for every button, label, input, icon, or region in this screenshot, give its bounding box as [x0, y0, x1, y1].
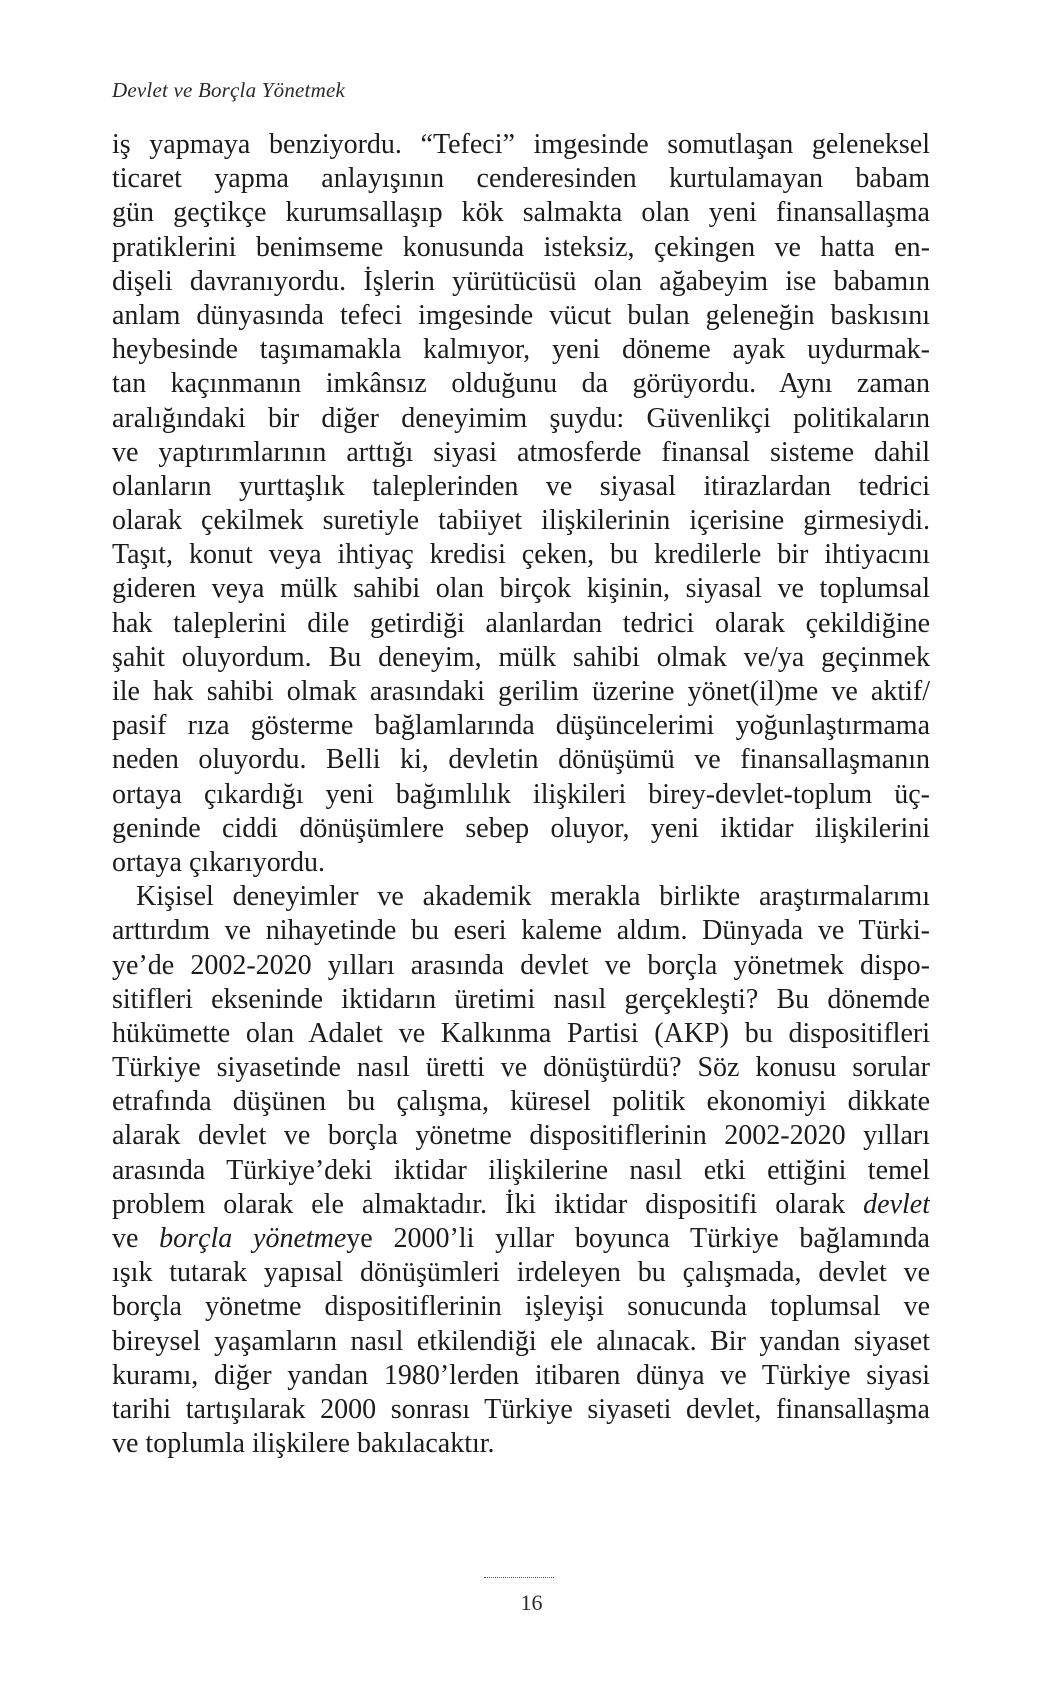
text-line: pasif rıza gösterme bağlamlarında düşüncelerimi yoğunlaştırmama — [112, 710, 930, 742]
text-line: kuramı, diğer yandan 1980’lerden itibaren dünya ve Türkiye siyasi — [112, 1359, 930, 1391]
text-line: geninde ciddi dönüşümlere sebep oluyor, yeni iktidar ilişkilerini — [112, 812, 930, 844]
text-line: pratiklerini benimseme konusunda isteksiz, çekingen ve hatta en- — [112, 231, 930, 263]
text-line: Türkiye siyasetinde nasıl üretti ve dönüştürdü? Söz konusu sorular — [112, 1052, 930, 1084]
text-line: neden oluyordu. Belli ki, devletin dönüşümü ve finansallaşmanın — [112, 744, 930, 776]
text-line: anlam dünyasında tefeci imgesinde vücut bulan geleneğin baskısını — [112, 299, 930, 331]
paragraph-end-line: ortaya çıkarıyordu. — [112, 846, 326, 878]
text-line: şahit oluyordum. Bu deneyim, mülk sahibi olmak ve/ya geçinmek — [112, 641, 930, 673]
text-line: ışık tutarak yapısal dönüşümleri irdeleyen bu çalışmada, devlet ve — [112, 1257, 930, 1289]
body-text — [112, 128, 930, 1461]
text-line: alarak devlet ve borçla yönetme dispositiflerinin 2002-2020 yılları — [112, 1120, 930, 1152]
text-line: arasında Türkiye’deki iktidar ilişkilerine nasıl etki ettiğini temel — [112, 1154, 930, 1186]
text-line: olanların yurttaşlık taleplerinden ve siyasal itirazlardan tedrici — [112, 470, 930, 502]
paragraph-end-line: ve toplumla ilişkilere bakılacaktır. — [112, 1428, 495, 1460]
line-text: problem olarak ele almaktadır. İki iktidar dispositifi olarak — [112, 1188, 864, 1220]
paragraph-start-line: Kişisel deneyimler ve akademik merakla birlikte araştırmalarımı — [136, 881, 930, 913]
text-line: etrafında düşünen bu çalışma, küresel politik ekonomiyi dikkate — [112, 1086, 930, 1118]
italic-term: borçla yönetme — [159, 1223, 347, 1254]
text-line: gideren veya mülk sahibi olan birçok kişinin, siyasal ve toplumsal — [112, 573, 930, 605]
text-line: ye’de 2002-2020 yılları arasında devlet ve borçla yönetmek dispo- — [112, 949, 930, 981]
text-line: tan kaçınmanın imkânsız olduğunu da görüyordu. Aynı zaman — [112, 368, 930, 400]
text-line: iş yapmaya benziyordu. “Tefeci” imgesinde somutlaşan geleneksel — [112, 129, 930, 160]
text-line: aralığındaki bir diğer deneyimim şuydu: Güvenlikçi politikaların — [112, 402, 930, 434]
line-text: ye 2000’li yıllar boyunca Türkiye bağlamında — [346, 1223, 930, 1254]
text-line-with-italic — [112, 1188, 930, 1222]
running-header: Devlet ve Borçla Yönetmek — [112, 78, 345, 102]
text-line: arttırdım ve nihayetinde bu eseri kaleme aldım. Dünyada ve Türki- — [112, 915, 930, 947]
text-line-with-italic — [112, 1222, 930, 1256]
text-line: tarihi tartışılarak 2000 sonrası Türkiye siyaseti devlet, finansallaşma — [112, 1393, 930, 1425]
text-line: hükümette olan Adalet ve Kalkınma Partisi (AKP) bu dispositifleri — [112, 1017, 930, 1049]
text-line: Taşıt, konut veya ihtiyaç kredisi çeken, bu kredilerle bir ihtiyacını — [112, 539, 930, 571]
text-line: borçla yönetme dispositiflerinin işleyişi sonucunda toplumsal ve — [112, 1291, 930, 1323]
text-line: hak taleplerini dile getirdiği alanlardan tedrici olarak çekildiğine — [112, 607, 930, 639]
text-line: bireysel yaşamların nasıl etkilendiği ele alınacak. Bir yandan siyaset — [112, 1325, 930, 1357]
text-line: sitifleri ekseninde iktidarın üretimi nasıl gerçekleşti? Bu dönemde — [112, 983, 930, 1015]
line-text: ve — [112, 1223, 160, 1254]
text-line: heybesinde taşımamakla kalmıyor, yeni döneme ayak uydurmak- — [112, 334, 930, 366]
italic-term: devlet — [863, 1188, 930, 1220]
page-number: 16 — [520, 1590, 543, 1615]
text-line: gün geçtikçe kurumsallaşıp kök salmakta olan yeni finansallaşma — [112, 197, 930, 229]
text-line: dişeli davranıyordu. İşlerin yürütücüsü olan ağabeyim ise babamın — [112, 265, 930, 297]
text-line: ve yaptırımlarının arttığı siyasi atmosferde finansal sisteme dahil — [112, 436, 930, 468]
text-line: ticaret yapma anlayışının cenderesinden kurtulamayan babam — [112, 163, 930, 195]
footer-divider — [484, 1577, 554, 1578]
text-line: ortaya çıkardığı yeni bağımlılık ilişkileri birey-devlet-toplum üç- — [112, 778, 930, 810]
text-line: ile hak sahibi olmak arasındaki gerilim üzerine yönet(il)me ve aktif/ — [112, 676, 930, 707]
text-line: olarak çekilmek suretiyle tabiiyet ilişkilerinin içerisine girmesiydi. — [112, 505, 930, 537]
